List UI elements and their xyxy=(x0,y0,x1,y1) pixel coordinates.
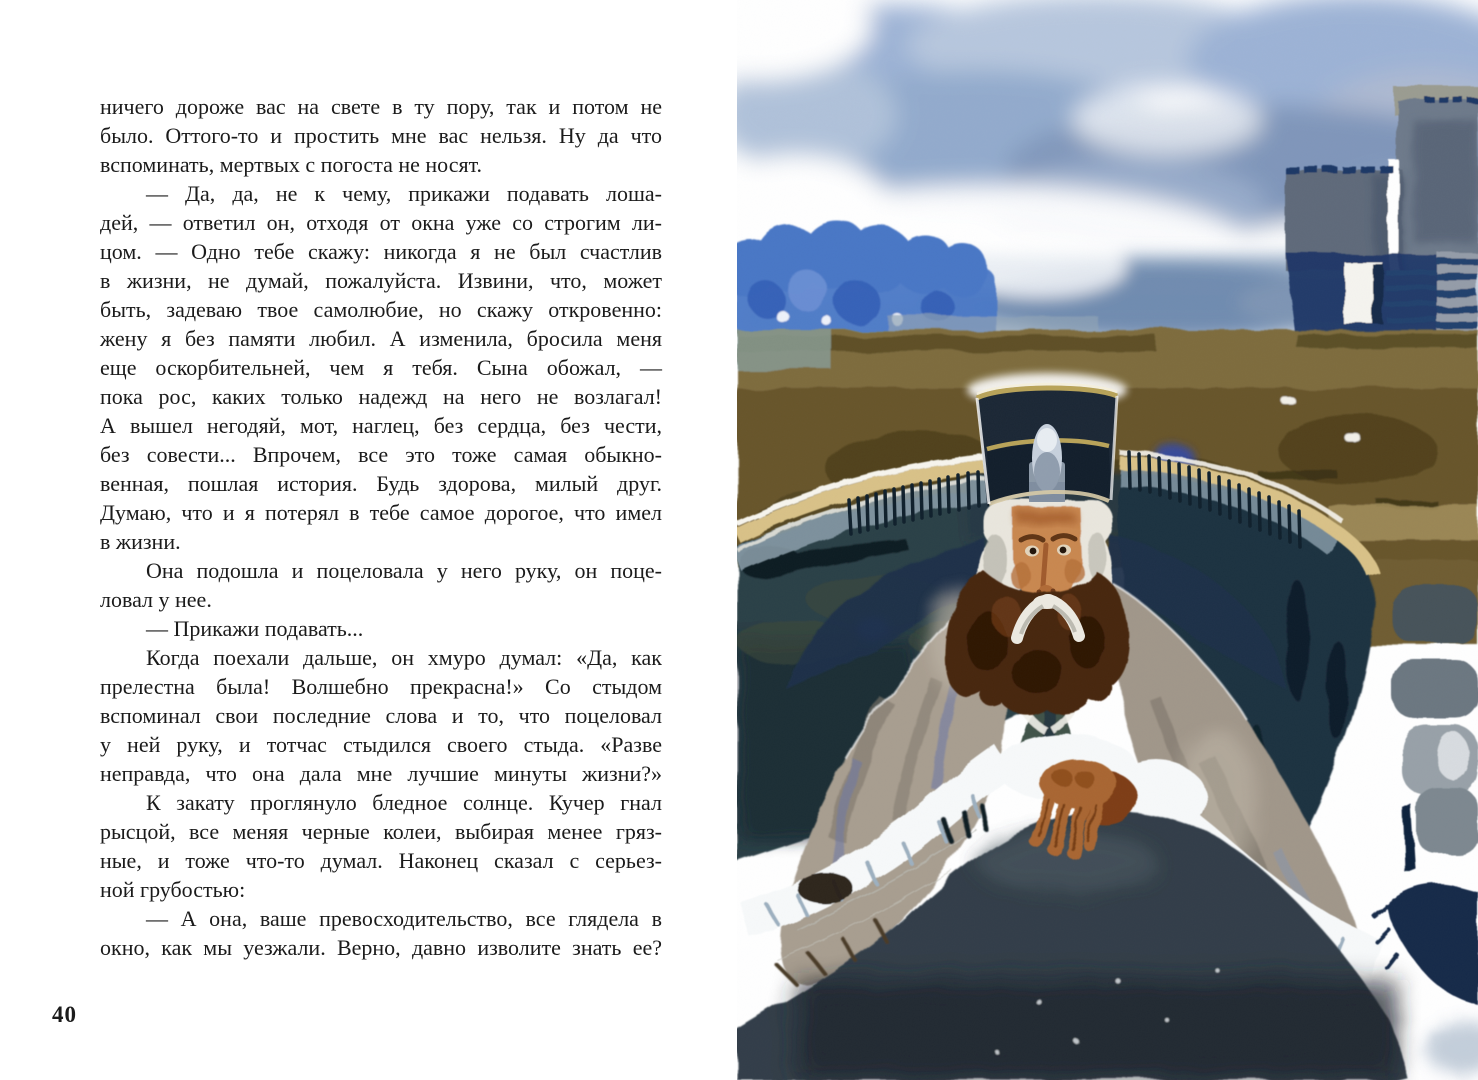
paper-grain xyxy=(737,0,1478,1080)
text-line: жену я без памяти любил. А изменила, бросила меня xyxy=(100,326,662,351)
text-line: рысцой, все меняя черные колеи, выбирая менее гряз- xyxy=(100,819,662,844)
text-line: ловал у нее. xyxy=(100,587,212,612)
text-line: окно, как мы уезжали. Верно, давно изволите знать ее? xyxy=(100,935,662,960)
text-line: в жизни. xyxy=(100,529,181,554)
text-line: ничего дороже вас на свете в ту пору, так и потом не xyxy=(100,94,662,119)
coachman-watercolor-illustration xyxy=(737,0,1478,1080)
text-line: ной грубостью: xyxy=(100,877,246,902)
text-line: ные, и тоже что-то думал. Наконец сказал с серьез- xyxy=(100,848,662,873)
text-line: прелестна была! Волшебно прекрасна!» Со стыдом xyxy=(100,674,662,699)
text-line: пока рос, каких только надежд на него не возлагал! xyxy=(100,384,662,409)
text-line: Она подошла и поцеловала у него руку, он поце- xyxy=(146,558,662,583)
text-line: — А она, ваше превосходительство, все глядела в xyxy=(146,906,662,931)
text-line: — Да, да, не к чему, прикажи подавать лоша- xyxy=(146,181,662,206)
text-line: без совести... Впрочем, все это тоже самая обыкно- xyxy=(100,442,662,467)
text-line: у ней руку, и тотчас стыдился своего стыда. «Разве xyxy=(100,732,662,757)
text-line: еще оскорбительней, чем я тебя. Сына обожал, — xyxy=(100,355,662,380)
text-line: в жизни, не думай, пожалуйста. Извини, что, может xyxy=(100,268,662,293)
story-text xyxy=(100,92,662,962)
text-line: Когда поехали дальше, он хмуро думал: «Да, как xyxy=(146,645,662,670)
text-line: Думаю, что и я потерял в тебе самое дорогое, что имел xyxy=(100,500,662,525)
text-line: — Прикажи подавать... xyxy=(146,616,364,641)
text-line: К закату проглянуло бледное солнце. Кучер гнал xyxy=(146,790,662,815)
text-line: неправда, что она дала мне лучшие минуты жизни?» xyxy=(100,761,662,786)
page-number: 40 xyxy=(52,1002,77,1027)
text-line: венная, пошлая история. Будь здорова, милый друг. xyxy=(100,471,662,496)
text-line: цом. — Одно тебе скажу: никогда я не был счастлив xyxy=(100,239,662,264)
text-line: было. Оттого-то и простить мне вас нельзя. Ну да что xyxy=(100,123,662,148)
text-line: дей, — ответил он, отходя от окна уже со строгим ли- xyxy=(100,210,662,235)
text-line: вспоминать, мертвых с погоста не носят. xyxy=(100,152,483,177)
text-line: вспоминал свои последние слова и то, что поцеловал xyxy=(100,703,662,728)
text-line: быть, задеваю твое самолюбие, но скажу откровенно: xyxy=(100,297,662,322)
illustration-page xyxy=(737,0,1478,1080)
text-line: А вышел негодяй, мот, наглец, без сердца, без чести, xyxy=(100,413,662,438)
